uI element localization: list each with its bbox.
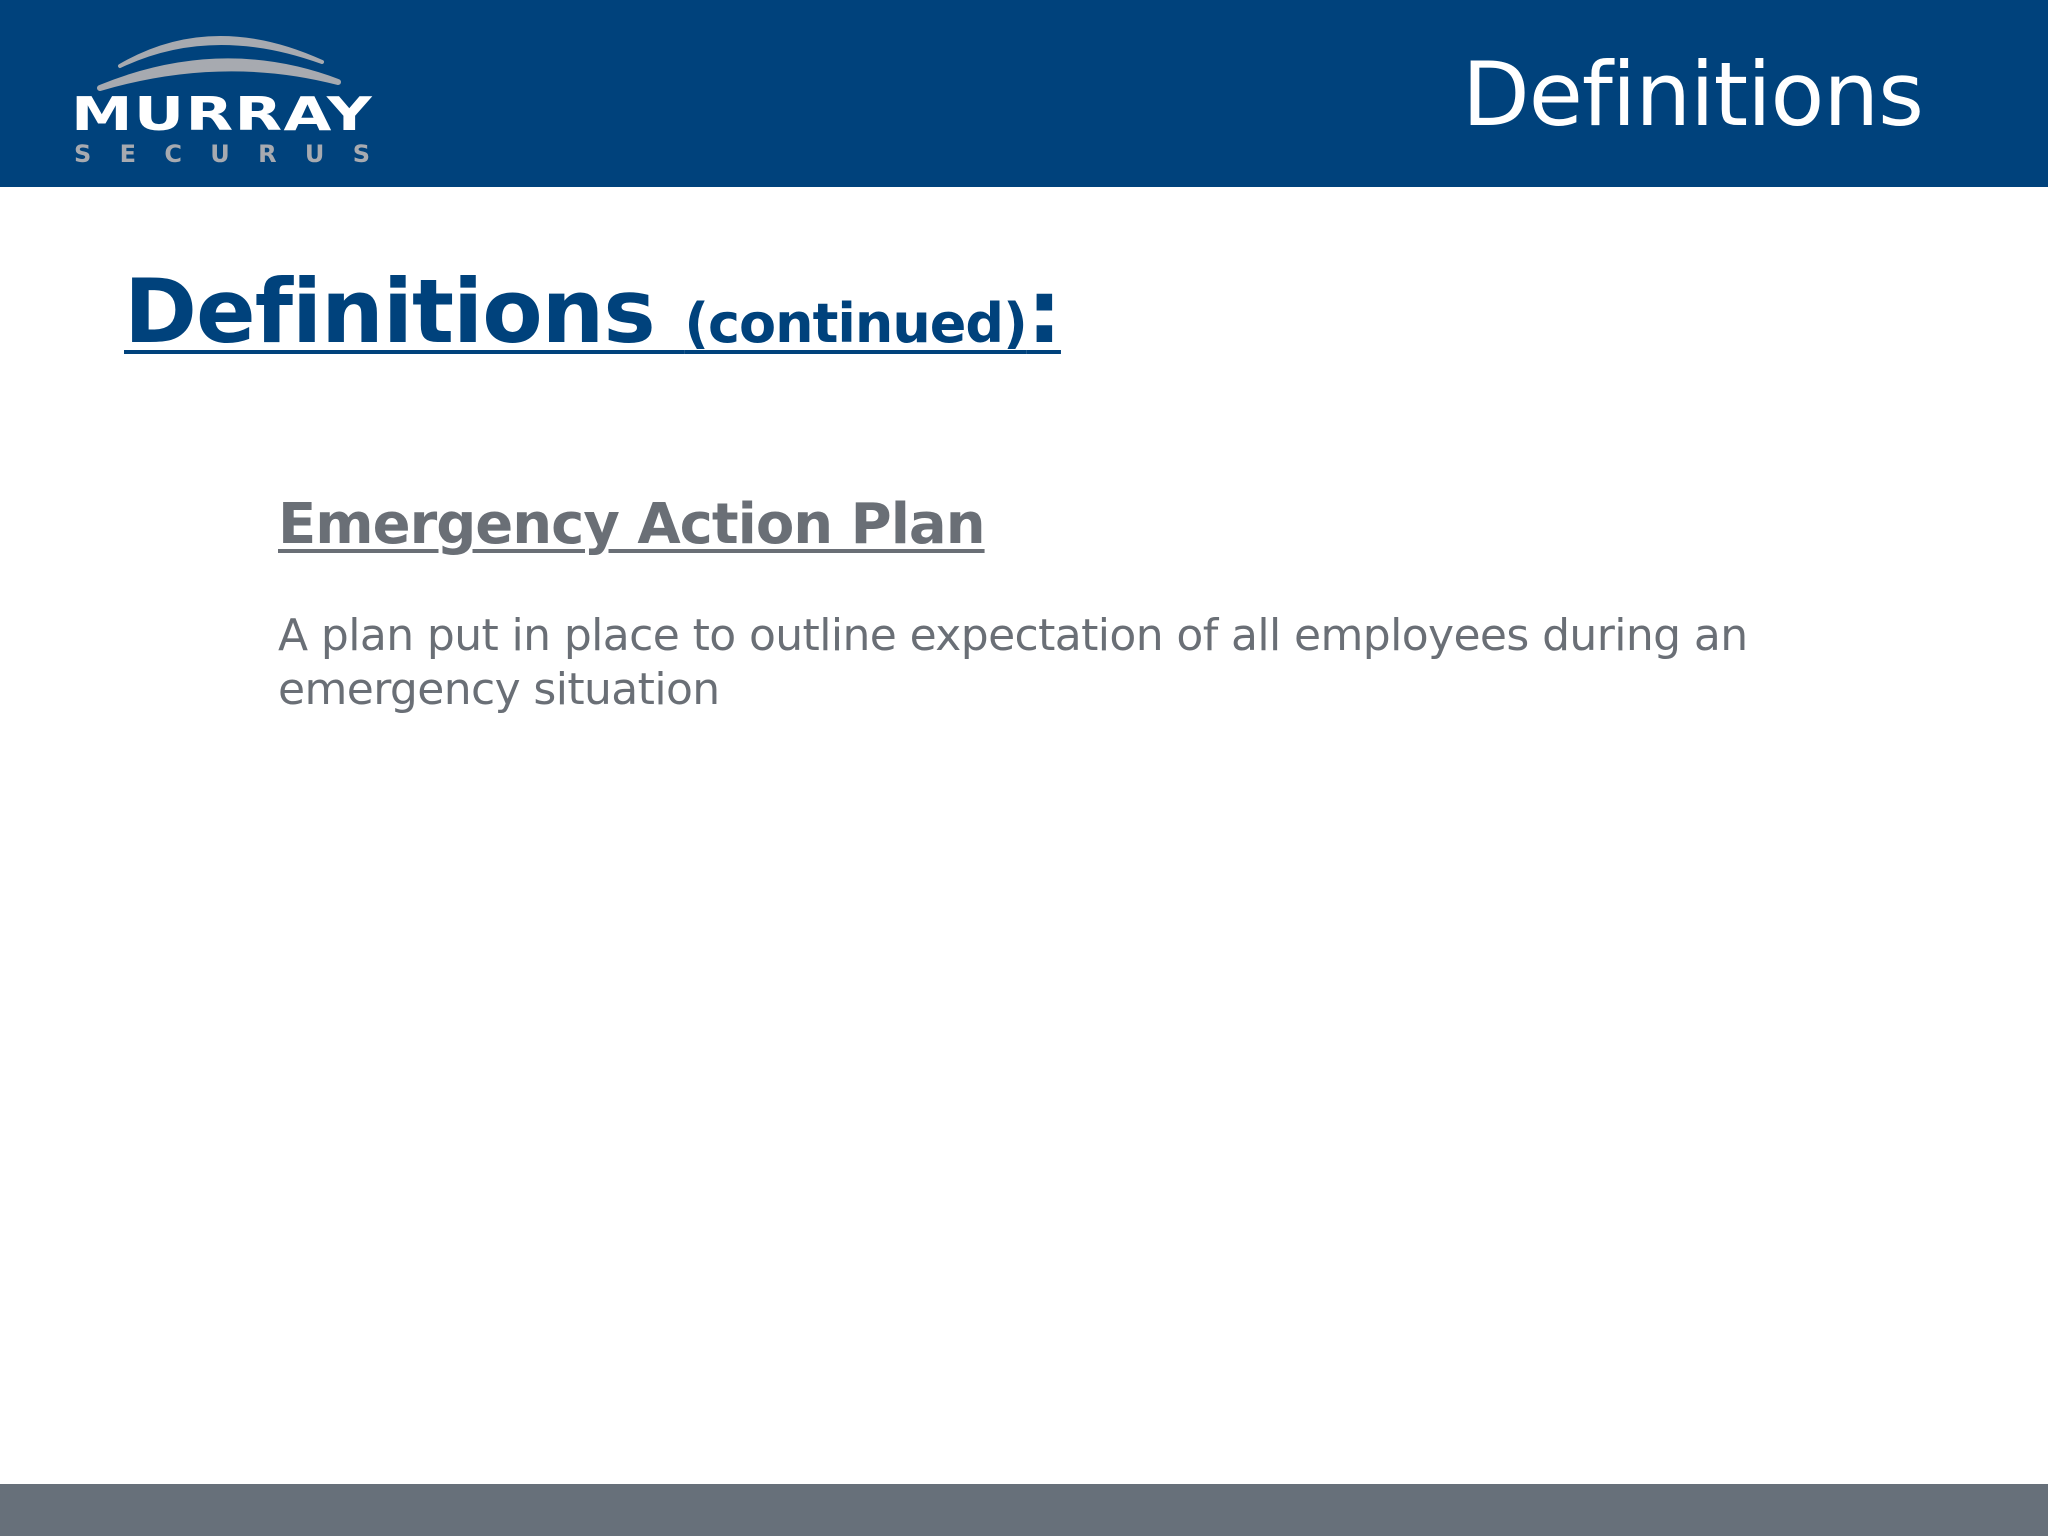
header-title: Definitions [1462,43,1923,146]
murray-securus-logo [62,18,382,168]
page-heading [124,252,1061,394]
term-title: Emergency Action Plan [278,492,985,557]
header-bar [0,0,2048,187]
heading-colon: : [1026,260,1061,363]
logo-text-murray: MURRAY [71,87,373,141]
term-definition: A plan put in place to outline expectation of all employees during an emergency situation [278,610,1748,715]
footer-bar [0,1484,2048,1536]
heading-suffix-text: (continued) [684,292,1027,355]
logo-text-securus: SECURUS [74,140,370,168]
heading-main-text: Definitions [124,260,685,363]
